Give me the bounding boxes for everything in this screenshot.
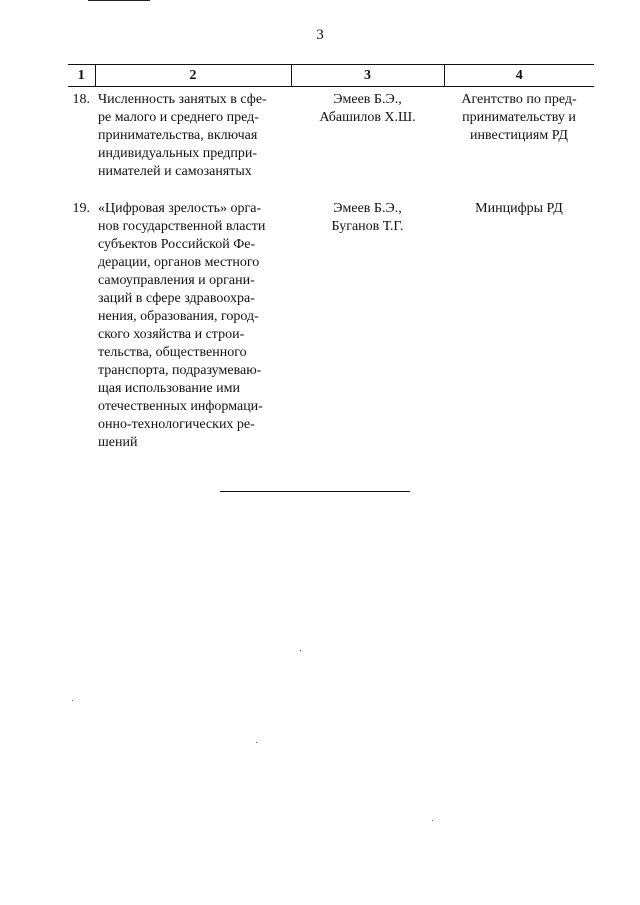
organization-line: Минцифры РД <box>475 201 563 216</box>
responsible-line: Абашилов Х.Ш. <box>319 110 416 125</box>
indicator-line: заций в сфере здравоохра- <box>98 291 255 306</box>
responsible-persons <box>291 87 444 197</box>
responsible-line: Буганов Т.Г. <box>331 219 404 234</box>
indicator-line: нов государственной власти <box>98 219 266 234</box>
scan-speck <box>72 700 73 701</box>
responsible-organization <box>444 87 594 197</box>
row-number: 18. <box>72 92 90 107</box>
indicator-line: дерации, органов местного <box>98 255 260 270</box>
indicator-line: ского хозяйства и строи- <box>98 327 245 342</box>
scan-speck <box>256 742 257 743</box>
indicator-text <box>95 87 291 197</box>
indicator-text <box>95 196 291 467</box>
indicator-line: индивидуальных предпри- <box>98 146 258 161</box>
responsible-line: Эмеев Б.Э., <box>333 201 402 216</box>
scan-speck <box>432 820 433 821</box>
responsible-line: Эмеев Б.Э., <box>333 92 402 107</box>
organization-line: инвестициям РД <box>470 128 568 143</box>
indicator-line: нимателей и самозанятых <box>98 164 252 179</box>
table-header-row <box>68 65 594 87</box>
indicator-line: нения, образования, город- <box>98 309 259 324</box>
scan-speck <box>300 650 301 651</box>
column-header-1: 1 <box>68 65 95 87</box>
indicator-line: субъектов Российской Фе- <box>98 237 256 252</box>
responsible-organization <box>444 196 594 467</box>
row-number: 19. <box>72 201 90 216</box>
organization-line: принимательству и <box>462 110 576 125</box>
organization-line: Агентство по пред- <box>461 92 577 107</box>
end-of-document-rule <box>220 491 410 492</box>
indicator-line: щая использование ими <box>98 381 240 396</box>
scan-edge-mark <box>88 0 150 1</box>
indicator-line: транспорта, подразумеваю- <box>98 363 262 378</box>
indicator-line: принимательства, включая <box>98 128 258 143</box>
indicator-line: самоуправления и органи- <box>98 273 255 288</box>
column-header-3: 3 <box>291 65 444 87</box>
indicator-line: ре малого и среднего пред- <box>98 110 259 125</box>
indicator-line: отечественных информаци- <box>98 399 263 414</box>
responsible-persons <box>291 196 444 467</box>
indicator-line: тельства, общественного <box>98 345 247 360</box>
indicator-line: «Цифровая зрелость» орга- <box>98 201 262 216</box>
column-header-4: 4 <box>444 65 594 87</box>
indicator-line: Численность занятых в сфе- <box>98 92 267 107</box>
indicator-line: шений <box>98 435 138 450</box>
table-row <box>68 87 594 197</box>
table-row <box>68 196 594 467</box>
page-number: 3 <box>316 27 324 43</box>
column-header-2: 2 <box>95 65 291 87</box>
responsibility-table <box>68 64 594 467</box>
indicator-line: онно-технологических ре- <box>98 417 255 432</box>
